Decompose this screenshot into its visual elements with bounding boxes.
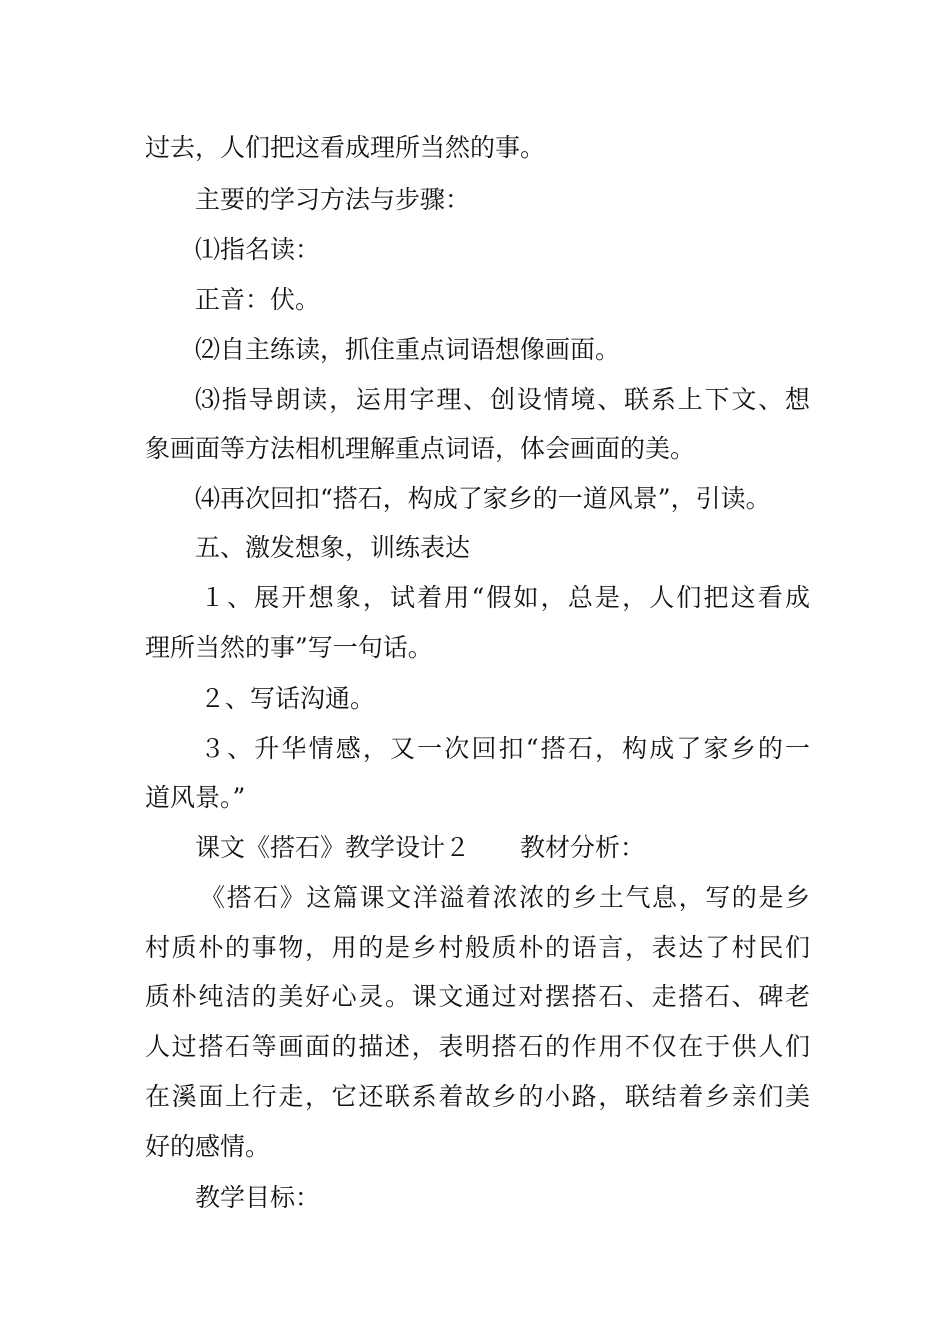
text-line: ２、写话沟通。: [200, 684, 376, 713]
text-line: 人过搭石等画面的描述，表明搭石的作用不仅在于供人们: [145, 1032, 810, 1061]
text-line: 理所当然的事”写一句话。: [145, 633, 433, 662]
section-heading: 教学目标：: [195, 1183, 321, 1212]
text-line: 《搭石》这篇课文洋溢着浓浓的乡土气息，写的是乡: [200, 883, 810, 912]
text-line: 好的感情。: [145, 1132, 271, 1161]
text-line: １、展开想象，试着用“假如，总是，人们把这看成: [200, 583, 810, 612]
text-line: 质朴纯洁的美好心灵。课文通过对摆搭石、走搭石、碑老: [145, 982, 810, 1011]
text-line: ⑶指导朗读，运用字理、创设情境、联系上下文、想: [195, 385, 810, 414]
text-line: 村质朴的事物，用的是乡村般质朴的语言，表达了村民们: [145, 933, 810, 962]
text-line: 过去，人们把这看成理所当然的事。: [145, 133, 546, 162]
text-line: 在溪面上行走，它还联系着故乡的小路，联结着乡亲们美: [145, 1082, 810, 1111]
text-line: ⑵自主练读，抓住重点词语想像画面。: [195, 335, 621, 364]
text-line: ⑷再次回扣“搭石，构成了家乡的一道风景”，引读。: [195, 484, 771, 513]
text-line: 道风景。”: [145, 783, 246, 812]
text-line: 主要的学习方法与步骤：: [195, 185, 471, 214]
text-line: ⑴指名读：: [195, 235, 321, 264]
text-line: 正音：伏。: [195, 285, 321, 314]
section-heading: 五、激发想象，训练表达: [195, 533, 471, 562]
text-line: ３、升华情感，又一次回扣“搭石，构成了家乡的一: [200, 734, 810, 763]
text-line: 象画面等方法相机理解重点词语，体会画面的美。: [145, 434, 696, 463]
section-heading: 课文《搭石》教学设计２ 教材分析：: [195, 833, 646, 862]
